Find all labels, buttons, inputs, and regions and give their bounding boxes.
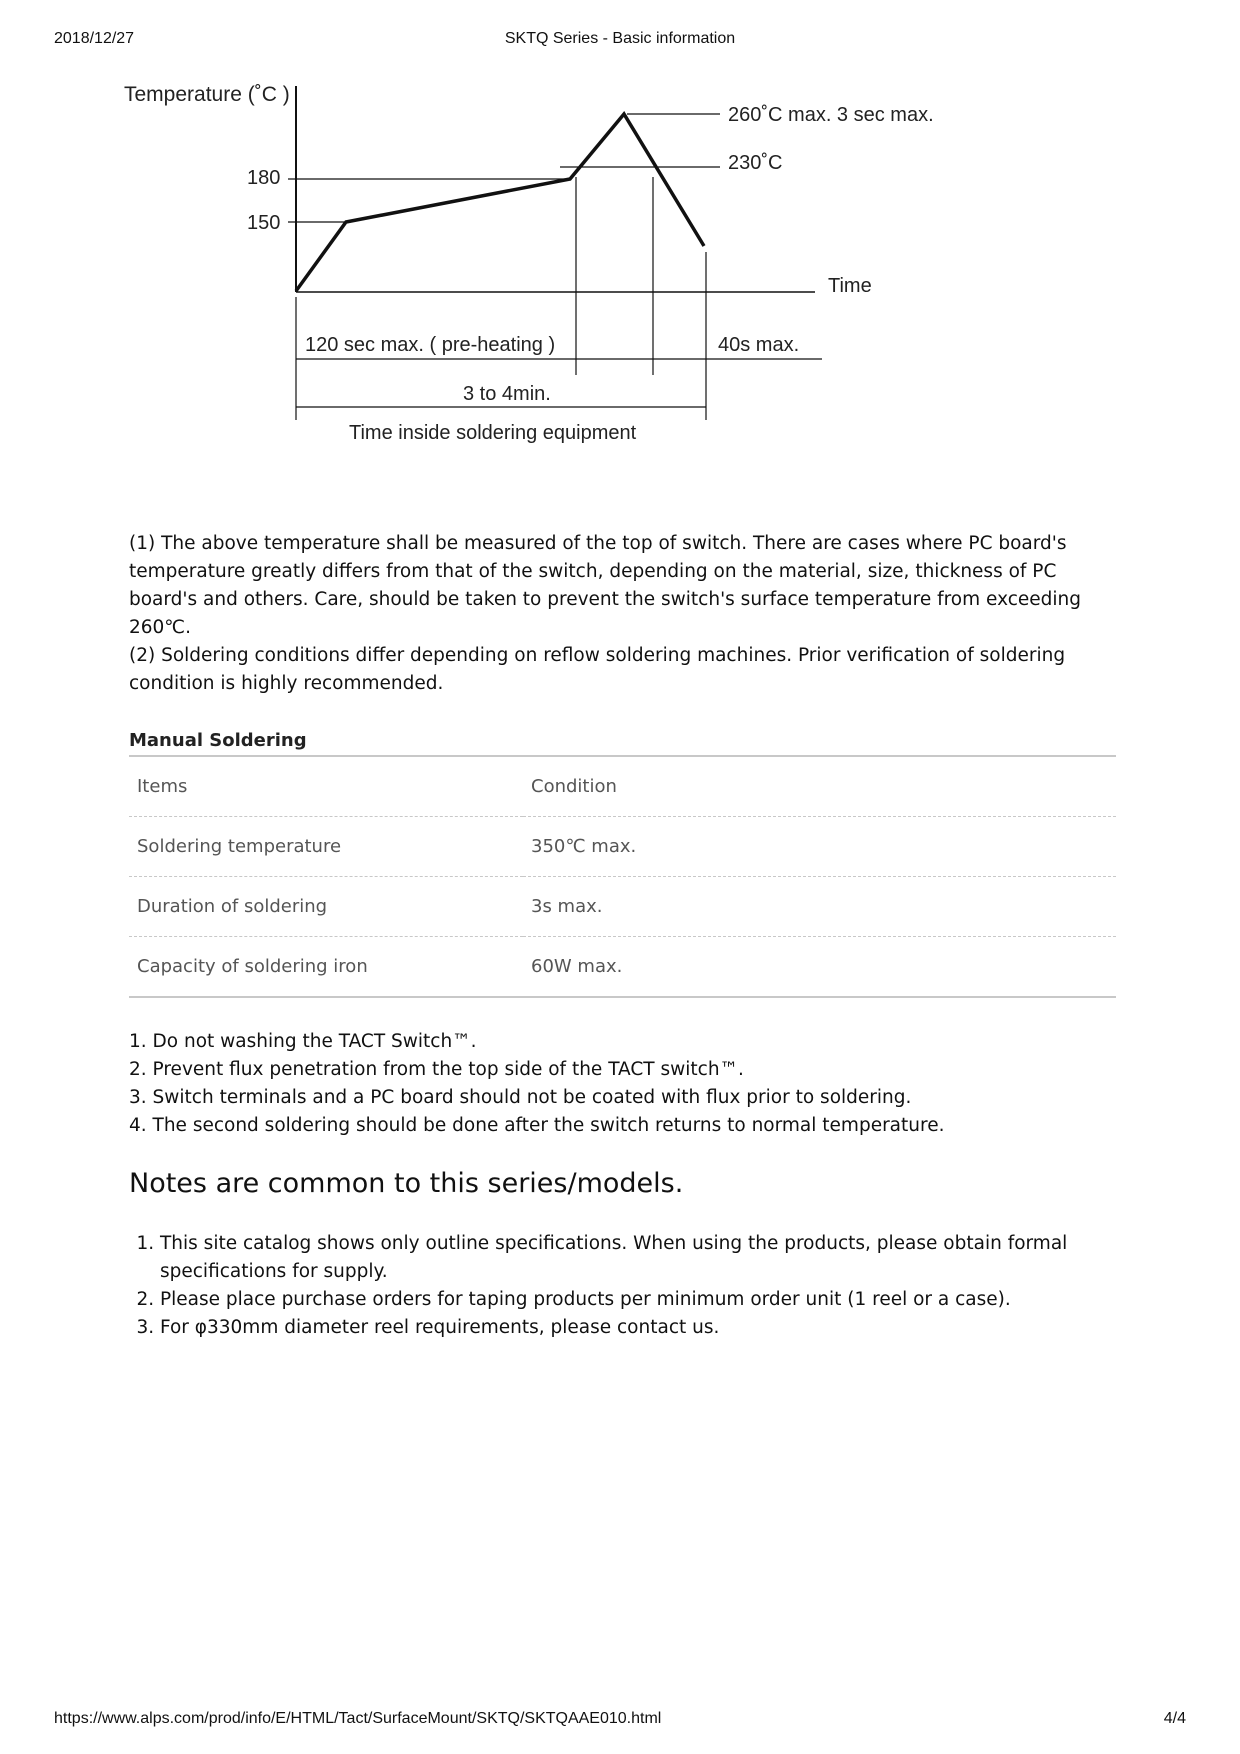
table-row xyxy=(129,817,1116,877)
page-number: 4/4 xyxy=(1163,1710,1186,1727)
list-item: 4. The second soldering should be done after the switch returns to normal temperature. xyxy=(129,1115,945,1136)
list-item: 2. Please place purchase orders for taping products per minimum order unit (1 reel or a case). xyxy=(160,1286,1120,1314)
common-notes-title: Notes are common to this series/models. xyxy=(129,1168,684,1199)
condition-cell: 3s max. xyxy=(523,877,1116,937)
manual-soldering-table xyxy=(129,755,1116,998)
temperature-profile-line xyxy=(296,114,704,291)
reflow-temperature-profile-chart xyxy=(120,80,1080,520)
peak-annotation: 260˚C max. 3 sec max. xyxy=(728,104,934,126)
total-time-caption: Time inside soldering equipment xyxy=(349,422,637,444)
column-header-items: Items xyxy=(137,776,188,797)
item-cell: Duration of soldering xyxy=(129,877,523,937)
above-230-annotation: 40s max. xyxy=(718,334,800,356)
item-cell: Soldering temperature xyxy=(129,817,523,877)
list-item: 3. Switch terminals and a PC board should not be coated with flux prior to soldering. xyxy=(129,1087,912,1108)
reflow-notes xyxy=(129,530,1089,698)
column-header-condition: Condition xyxy=(531,776,617,797)
condition-cell: 350℃ max. xyxy=(523,817,1116,877)
preheat-annotation: 120 sec max. ( pre-heating ) xyxy=(305,334,556,356)
print-date: 2018/12/27 xyxy=(54,30,135,47)
common-notes-list xyxy=(129,1230,1120,1342)
list-item: 1. Do not washing the TACT Switch™. xyxy=(129,1031,477,1052)
reflow-note-1: (1) The above temperature shall be measured of the top of switch. There are cases where PC board's temperature greatly differs from that of the switch, depending on the material, size, thickness of PC board's and others. Care, should be taken to prevent the switch's surface temperature from exceeding 260℃. xyxy=(129,533,1081,638)
y-tick-150: 150 xyxy=(247,212,281,234)
manual-soldering-title: Manual Soldering xyxy=(129,730,307,751)
y-tick-180: 180 xyxy=(247,167,281,189)
table-row xyxy=(129,937,1116,998)
print-url: https://www.alps.com/prod/info/E/HTML/Tact/SurfaceMount/SKTQ/SKTQAAE010.html xyxy=(54,1710,662,1727)
list-item: 2. Prevent flux penetration from the top side of the TACT switch™. xyxy=(129,1059,744,1080)
print-page-title: SKTQ Series - Basic information xyxy=(504,30,736,47)
x-axis-label: Time xyxy=(828,275,872,297)
precautions-list xyxy=(129,1028,1109,1140)
total-time-annotation: 3 to 4min. xyxy=(463,383,551,405)
threshold-annotation: 230˚C xyxy=(728,152,783,174)
list-item: 1. This site catalog shows only outline specifications. When using the products, please obtain formal specifications for supply. xyxy=(160,1230,1120,1286)
reflow-note-2: (2) Soldering conditions differ depending on reflow soldering machines. Prior verification of soldering condition is highly recommended. xyxy=(129,645,1066,694)
y-axis-label: Temperature (˚C ) xyxy=(124,83,290,106)
condition-cell: 60W max. xyxy=(523,937,1116,998)
table-header-row xyxy=(129,756,1116,817)
item-cell: Capacity of soldering iron xyxy=(129,937,523,998)
table-row xyxy=(129,877,1116,937)
list-item: 3. For φ330mm diameter reel requirements, please contact us. xyxy=(160,1314,1120,1342)
